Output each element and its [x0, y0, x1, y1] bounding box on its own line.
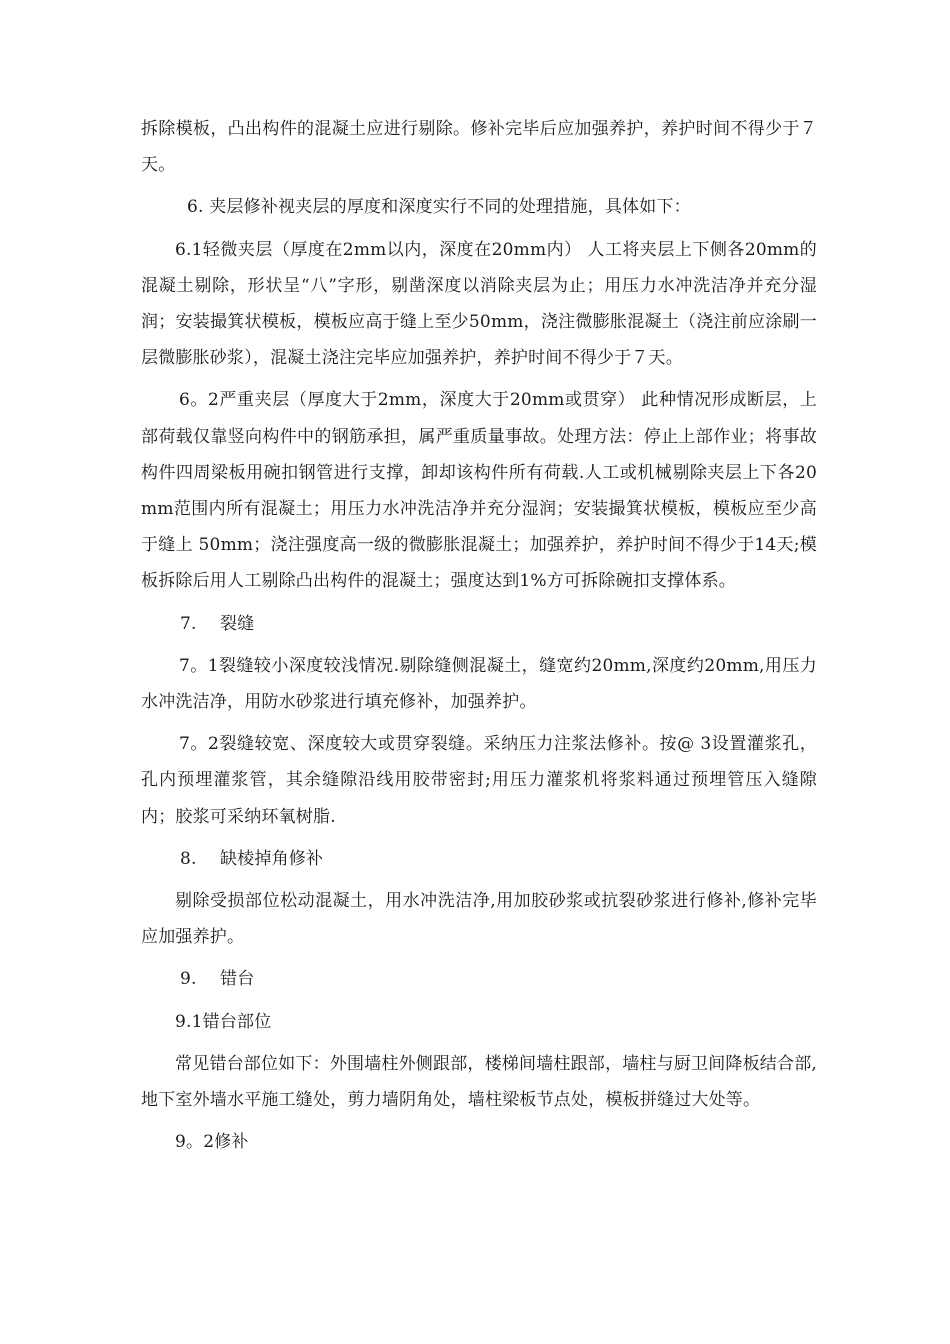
document-body — [141, 111, 817, 1160]
paragraph-minor-interlayer: 6.1轻微夹层（厚度在2mm以内，深度在20mm内） 人工将夹层上下侧各20mm的混凝土剔除，形状呈“八”字形，剔凿深度以消除夹层为止；用压力水冲洗洁净并充分湿润；安装撮箕状模板，模板应高于缝上至少50mm，浇注微膨胀混凝土（浇注前应涂刷一层微膨胀砂浆），混凝土浇注完毕应加强养护，养护时间不得少于７天。 — [141, 239, 817, 369]
heading-misalignment — [141, 961, 817, 997]
heading-number: 7. — [180, 613, 197, 634]
heading-text: 裂缝 — [220, 613, 255, 634]
subheading-misalignment-repair: 9。2修补 — [175, 1132, 249, 1153]
paragraph-interlayer-intro: 6. 夹层修补视夹层的厚度和深度实行不同的处理措施，具体如下： — [187, 197, 691, 218]
heading-number: 8. — [180, 848, 197, 869]
paragraph-small-cracks: 7。1裂缝较小深度较浅情况.剔除缝侧混凝土，缝宽约20mm,深度约20mm,用压力水冲洗洁净，用防水砂浆进行填充修补，加强养护。 — [141, 655, 817, 713]
heading-corner-repair — [141, 841, 817, 877]
heading-text: 错台 — [220, 969, 255, 990]
paragraph-misalignment-locations: 常见错台部位如下：外围墙柱外侧跟部，楼梯间墙柱跟部，墙柱与厨卫间降板结合部,地下室外墙水平施工缝处，剪力墙阴角处，墙柱梁板节点处，模板拼缝过大处等。 — [141, 1053, 818, 1111]
heading-number: 9. — [180, 969, 197, 990]
heading-cracks — [141, 606, 817, 642]
paragraph-severe-interlayer: 6。2严重夹层（厚度大于2mm，深度大于20mm或贯穿） 此种情况形成断层，上部荷载仅靠竖向构件中的钢筋承担，属严重质量事故。处理方法：停止上部作业；将事故构件四周梁板用碗扣钢管进行支撑，卸却该构件所有荷载.人工或机械剔除夹层上下各20mm范围内所有混凝土；用压力水冲洗洁净并充分湿润；安装撮箕状模板，模板应至少高于缝上 50mm；浇注强度高一级的微膨胀混凝土；加强养护，养护时间不得少于14天;模板拆除后用人工剔除凸出构件的混凝土；强度达到1%方可拆除碗扣支撑体系。 — [141, 390, 817, 592]
paragraph-formwork-removal: 拆除模板，凸出构件的混凝土应进行剔除。修补完毕后应加强养护，养护时间不得少于７天。 — [141, 119, 817, 176]
paragraph-corner-repair: 剔除受损部位松动混凝土，用水冲洗洁净,用加胶砂浆或抗裂砂浆进行修补,修补完毕应加强养护。 — [141, 891, 817, 948]
paragraph-wide-cracks: 7。2裂缝较宽、深度较大或贯穿裂缝。采纳压力注浆法修补。按@ 3设置灌浆孔，孔内预埋灌浆管，其余缝隙沿线用胶带密封;用压力灌浆机将浆料通过预埋管压入缝隙内；胶浆可采纳环氧树脂. — [141, 734, 817, 827]
heading-text: 缺棱掉角修补 — [220, 848, 324, 869]
subheading-misalignment-locations: 9.1错台部位 — [175, 1011, 272, 1032]
